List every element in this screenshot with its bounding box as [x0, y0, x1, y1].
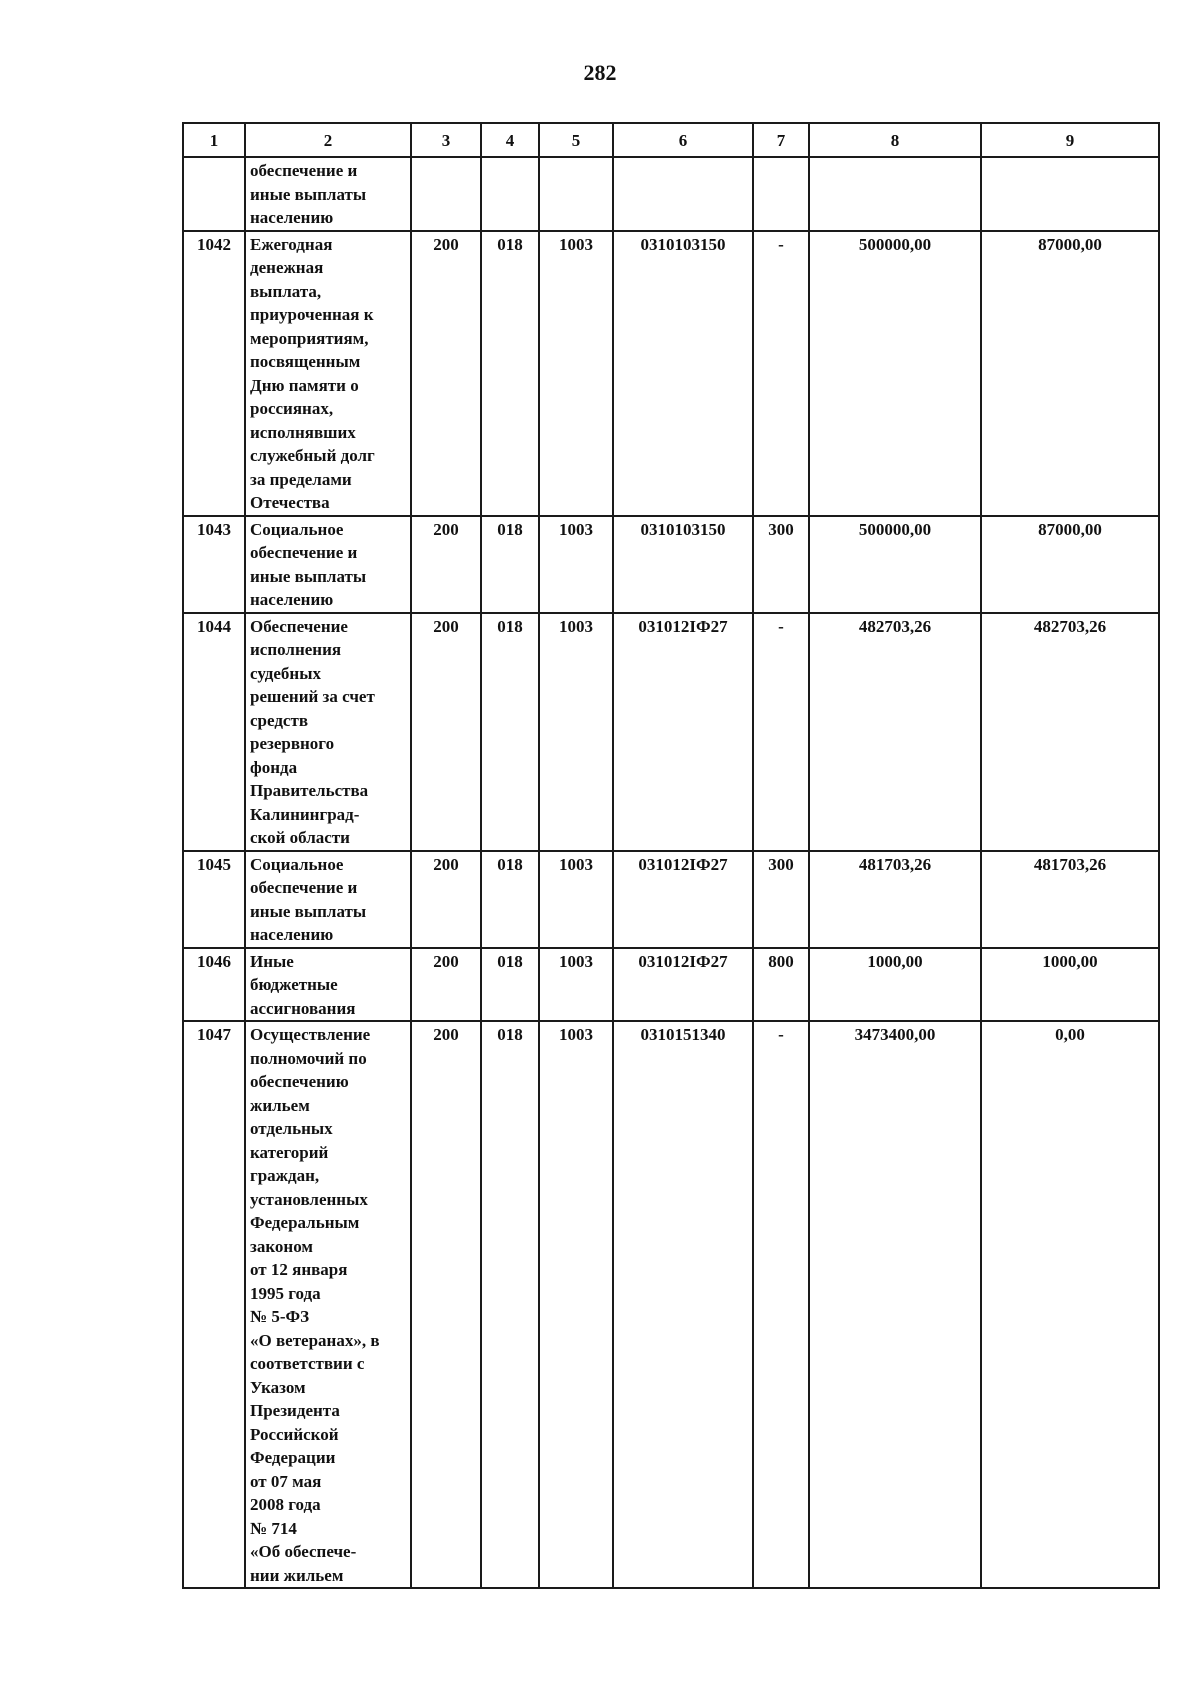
cell-col3: 200 — [411, 231, 481, 516]
cell-col3 — [411, 157, 481, 231]
row-number: 1044 — [183, 613, 245, 851]
cell-col6 — [613, 157, 753, 231]
cell-col3: 200 — [411, 851, 481, 948]
cell-col4: 018 — [481, 516, 539, 613]
column-header-5: 5 — [539, 123, 613, 157]
row-name: Обеспечение исполнения судебных решений за счет средств резервного фонда Правительства Калининград- ской области — [245, 613, 411, 851]
cell-col4: 018 — [481, 613, 539, 851]
table-row — [183, 231, 1159, 516]
row-number: 1047 — [183, 1021, 245, 1588]
cell-col4 — [481, 157, 539, 231]
column-header-1: 1 — [183, 123, 245, 157]
cell-col7: - — [753, 1021, 809, 1588]
row-name: Социальное обеспечение и иные выплаты населению — [245, 851, 411, 948]
row-name: Социальное обеспечение и иные выплаты населению — [245, 516, 411, 613]
cell-col3: 200 — [411, 1021, 481, 1588]
row-name: обеспечение и иные выплаты населению — [245, 157, 411, 231]
cell-col8: 1000,00 — [809, 948, 981, 1022]
table-row — [183, 851, 1159, 948]
cell-col7 — [753, 157, 809, 231]
column-header-3: 3 — [411, 123, 481, 157]
cell-col6: 031012IФ27 — [613, 948, 753, 1022]
cell-col8: 481703,26 — [809, 851, 981, 948]
cell-col6: 0310103150 — [613, 231, 753, 516]
cell-col7: 300 — [753, 851, 809, 948]
cell-col9 — [981, 157, 1159, 231]
column-header-2: 2 — [245, 123, 411, 157]
cell-col4: 018 — [481, 948, 539, 1022]
cell-col8 — [809, 157, 981, 231]
cell-col5: 1003 — [539, 516, 613, 613]
cell-col9: 87000,00 — [981, 231, 1159, 516]
cell-col4: 018 — [481, 231, 539, 516]
cell-col4: 018 — [481, 1021, 539, 1588]
table-row — [183, 516, 1159, 613]
row-number: 1043 — [183, 516, 245, 613]
row-number: 1046 — [183, 948, 245, 1022]
row-name: Иные бюджетные ассигнования — [245, 948, 411, 1022]
column-header-6: 6 — [613, 123, 753, 157]
row-name: Ежегодная денежная выплата, приуроченная к мероприятиям, посвященным Дню памяти о россиянах, исполнявших служебный долг за пределами Отечества — [245, 231, 411, 516]
cell-col5: 1003 — [539, 1021, 613, 1588]
cell-col9: 0,00 — [981, 1021, 1159, 1588]
row-number — [183, 157, 245, 231]
cell-col6: 0310103150 — [613, 516, 753, 613]
column-header-4: 4 — [481, 123, 539, 157]
cell-col8: 500000,00 — [809, 231, 981, 516]
cell-col7: - — [753, 231, 809, 516]
cell-col3: 200 — [411, 613, 481, 851]
cell-col3: 200 — [411, 516, 481, 613]
cell-col5 — [539, 157, 613, 231]
cell-col7: 300 — [753, 516, 809, 613]
cell-col5: 1003 — [539, 948, 613, 1022]
row-number: 1042 — [183, 231, 245, 516]
column-header-8: 8 — [809, 123, 981, 157]
page-number: 282 — [583, 60, 617, 85]
cell-col6: 031012IФ27 — [613, 851, 753, 948]
cell-col5: 1003 — [539, 613, 613, 851]
column-header-7: 7 — [753, 123, 809, 157]
table-row — [183, 948, 1159, 1022]
budget-table — [182, 122, 1160, 1589]
cell-col4: 018 — [481, 851, 539, 948]
cell-col3: 200 — [411, 948, 481, 1022]
cell-col6: 031012IФ27 — [613, 613, 753, 851]
table-row — [183, 157, 1159, 231]
cell-col9: 482703,26 — [981, 613, 1159, 851]
cell-col9: 87000,00 — [981, 516, 1159, 613]
cell-col6: 0310151340 — [613, 1021, 753, 1588]
cell-col9: 481703,26 — [981, 851, 1159, 948]
cell-col5: 1003 — [539, 231, 613, 516]
cell-col8: 500000,00 — [809, 516, 981, 613]
cell-col8: 482703,26 — [809, 613, 981, 851]
header-row — [183, 123, 1159, 157]
cell-col9: 1000,00 — [981, 948, 1159, 1022]
cell-col5: 1003 — [539, 851, 613, 948]
column-header-9: 9 — [981, 123, 1159, 157]
table-row — [183, 613, 1159, 851]
row-number: 1045 — [183, 851, 245, 948]
row-name: Осуществление полномочий по обеспечению жильем отдельных категорий граждан, установленных Федеральным законом от 12 января 1995 года № 5-ФЗ «О ветеранах», в соответствии с Указом Президента Российской Федерации от 07 мая 2008 года № 714 «Об обеспече- нии жильем — [245, 1021, 411, 1588]
cell-col7: - — [753, 613, 809, 851]
cell-col8: 3473400,00 — [809, 1021, 981, 1588]
table-row — [183, 1021, 1159, 1588]
cell-col7: 800 — [753, 948, 809, 1022]
